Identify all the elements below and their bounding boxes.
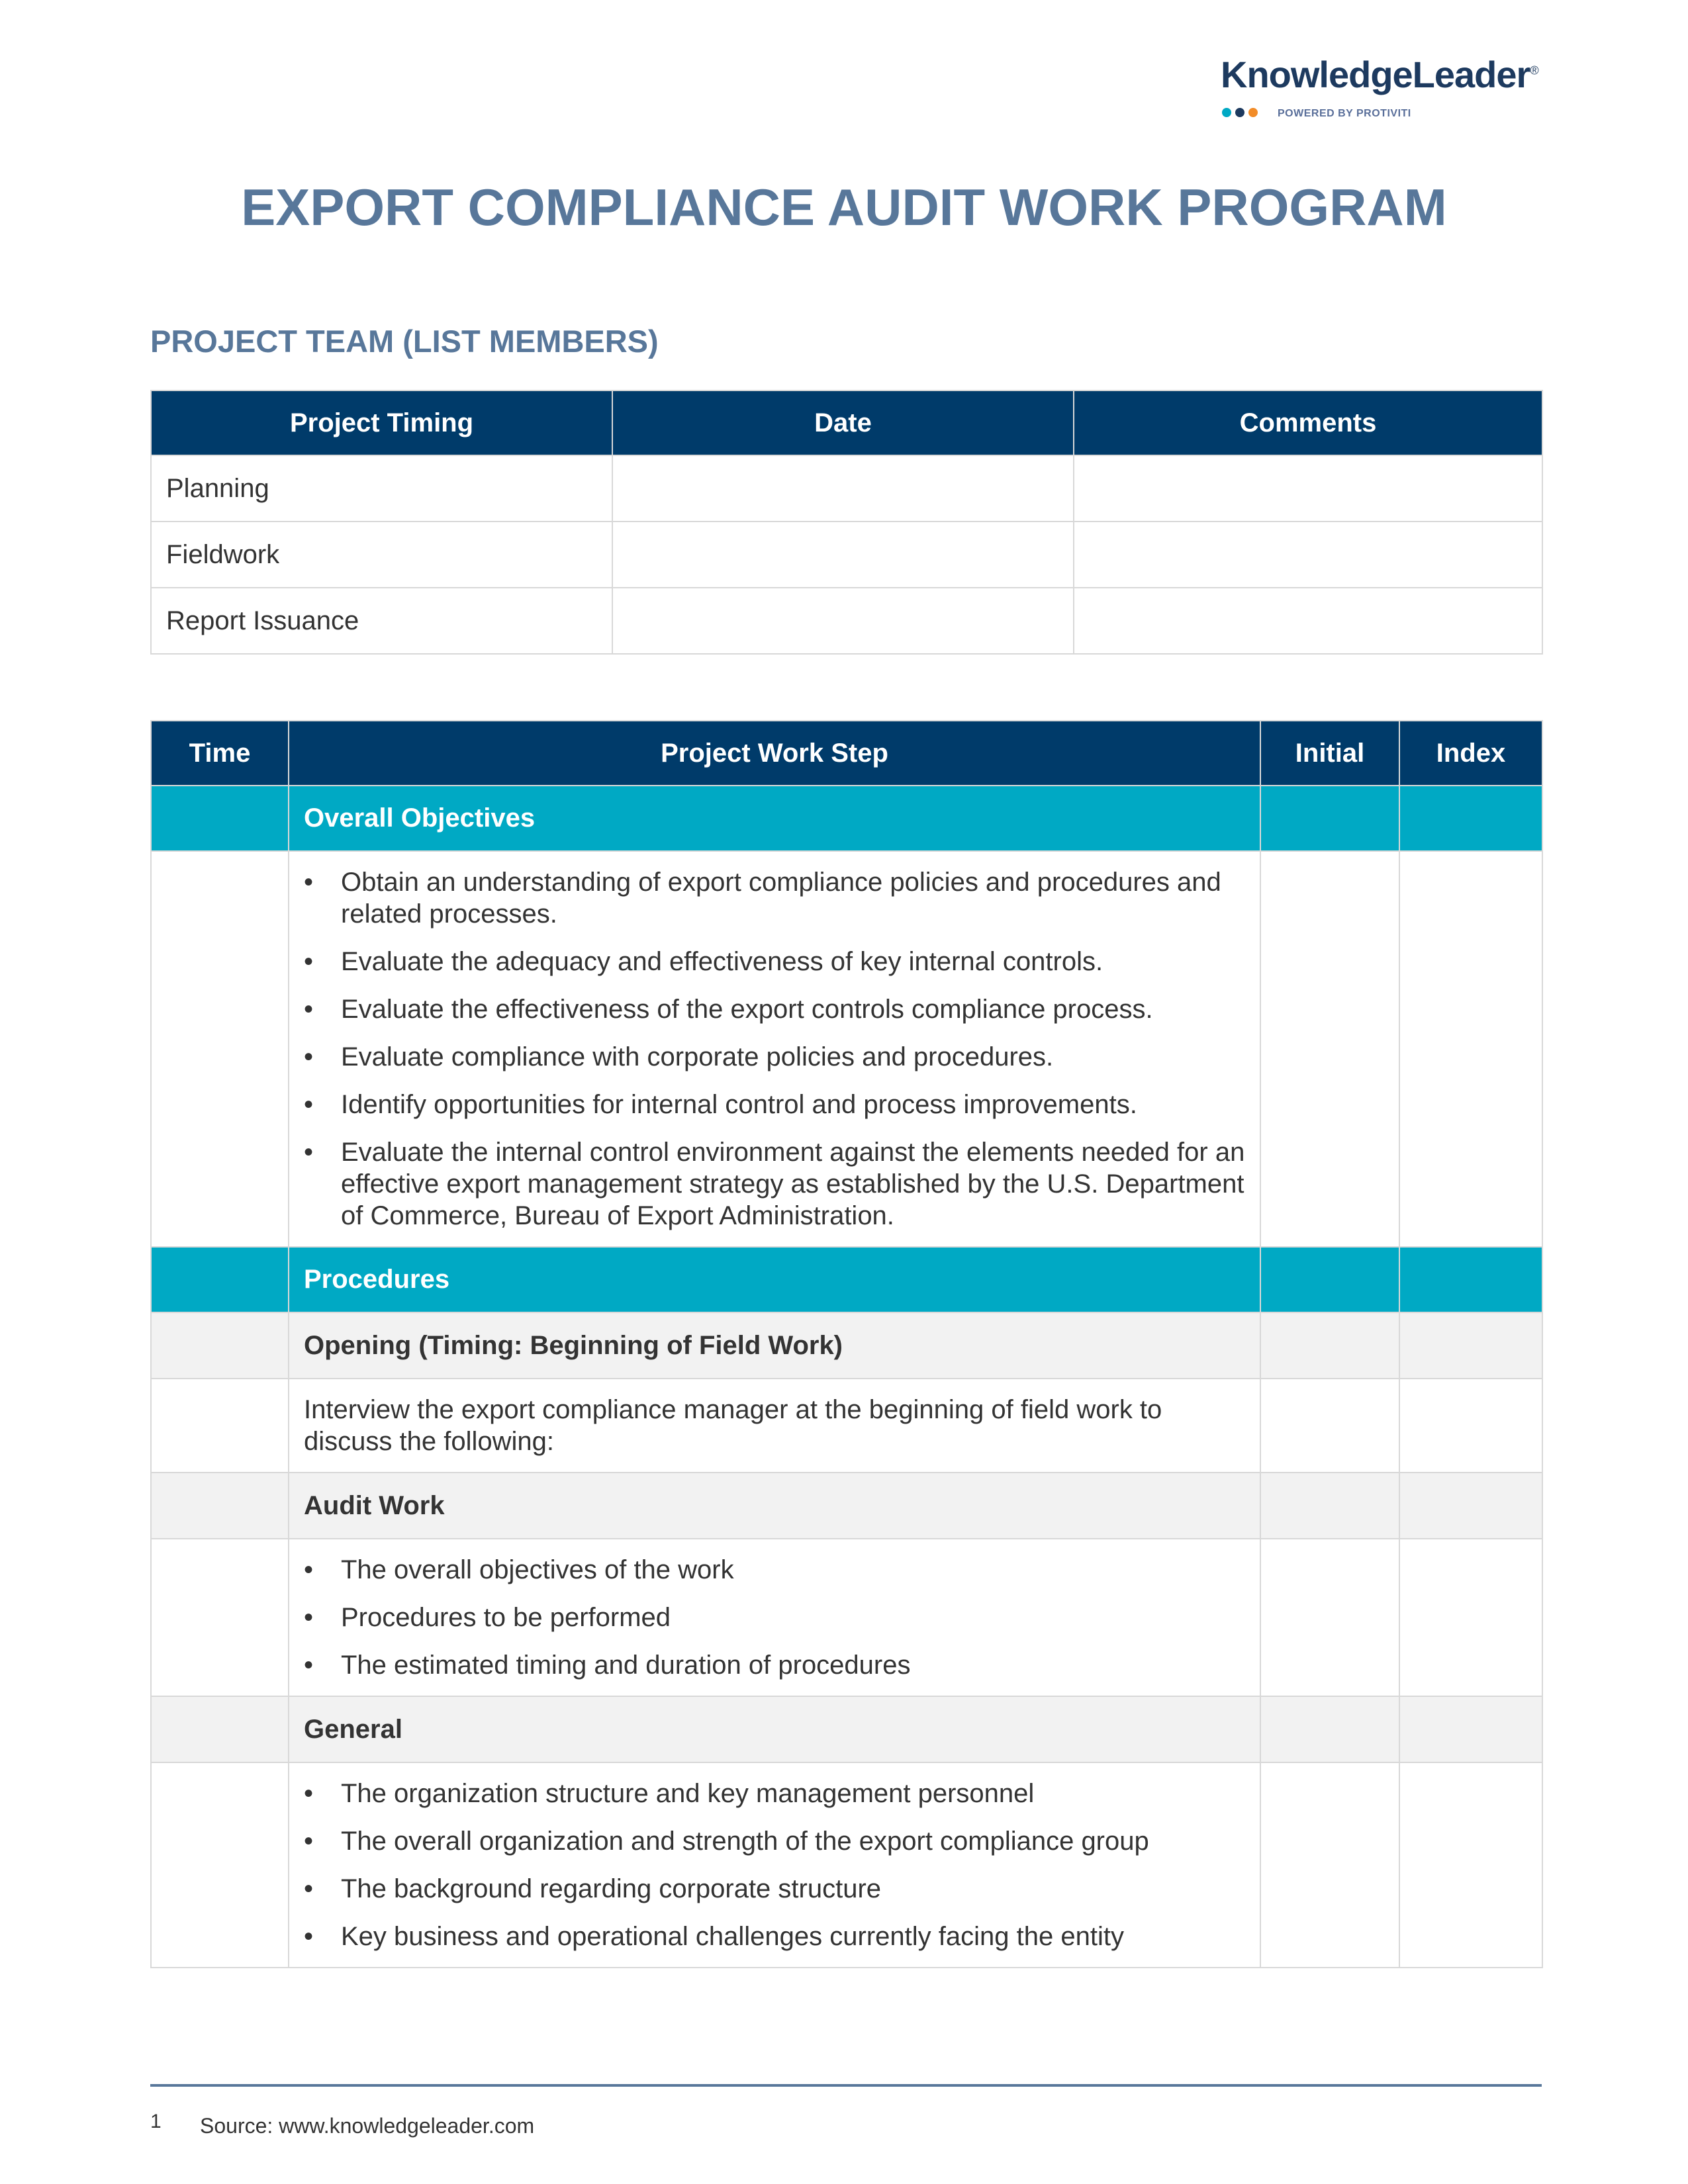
index-cell[interactable] bbox=[1399, 851, 1542, 1247]
column-header-work-step: Project Work Step bbox=[289, 721, 1260, 786]
work-step-cell bbox=[289, 1539, 1260, 1696]
subheading: General bbox=[289, 1696, 1260, 1762]
table-header-row bbox=[151, 721, 1542, 786]
time-cell[interactable] bbox=[151, 1312, 289, 1379]
band-heading: Procedures bbox=[289, 1247, 1260, 1312]
time-cell[interactable] bbox=[151, 851, 289, 1247]
section-band-procedures bbox=[151, 1247, 1542, 1312]
timing-date-cell[interactable] bbox=[612, 522, 1074, 588]
list-item: • Obtain an understanding of export compliance policies and procedures and related processes. bbox=[304, 866, 1245, 930]
initial-cell[interactable] bbox=[1260, 1696, 1399, 1762]
list-item: • Evaluate the internal control environment against the elements needed for an effective export management strategy as established by the U.S. Department of Commerce, Bureau of Export Administration. bbox=[304, 1136, 1245, 1232]
index-cell[interactable] bbox=[1399, 1379, 1542, 1473]
index-cell[interactable] bbox=[1399, 1247, 1542, 1312]
list-item: • Procedures to be performed bbox=[304, 1602, 1245, 1633]
table-row bbox=[151, 1379, 1542, 1473]
initial-cell[interactable] bbox=[1260, 1473, 1399, 1539]
initial-cell[interactable] bbox=[1260, 851, 1399, 1247]
column-header-project-timing: Project Timing bbox=[151, 390, 612, 455]
table-row bbox=[151, 455, 1542, 522]
time-cell[interactable] bbox=[151, 786, 289, 851]
timing-label: Fieldwork bbox=[151, 522, 612, 588]
subheading-row-audit-work bbox=[151, 1473, 1542, 1539]
logo-tagline: POWERED BY PROTIVITI bbox=[1278, 108, 1411, 119]
initial-cell[interactable] bbox=[1260, 1539, 1399, 1696]
list-item: • Evaluate the adequacy and effectiveness of key internal controls. bbox=[304, 946, 1245, 978]
list-item: • Key business and operational challenges currently facing the entity bbox=[304, 1921, 1245, 1952]
logo-dots-icon bbox=[1222, 108, 1264, 118]
general-list bbox=[304, 1778, 1245, 1952]
time-cell[interactable] bbox=[151, 1473, 289, 1539]
list-item: • The estimated timing and duration of procedures bbox=[304, 1649, 1245, 1681]
source-citation: Source: www.knowledgeleader.com bbox=[200, 2114, 535, 2138]
list-item: • The background regarding corporate structure bbox=[304, 1873, 1245, 1905]
column-header-index: Index bbox=[1399, 721, 1542, 786]
time-cell[interactable] bbox=[151, 1696, 289, 1762]
subheading-row-general bbox=[151, 1696, 1542, 1762]
timing-comments-cell[interactable] bbox=[1074, 588, 1542, 654]
initial-cell[interactable] bbox=[1260, 1312, 1399, 1379]
work-step-cell bbox=[289, 1762, 1260, 1968]
list-item: • The overall organization and strength of the export compliance group bbox=[304, 1825, 1245, 1857]
work-step-cell bbox=[289, 851, 1260, 1247]
column-header-initial: Initial bbox=[1260, 721, 1399, 786]
table-row bbox=[151, 522, 1542, 588]
objectives-list bbox=[304, 866, 1245, 1232]
column-header-date: Date bbox=[612, 390, 1074, 455]
index-cell[interactable] bbox=[1399, 786, 1542, 851]
table-row bbox=[151, 588, 1542, 654]
timing-label: Report Issuance bbox=[151, 588, 612, 654]
list-item: • The overall objectives of the work bbox=[304, 1554, 1245, 1586]
timing-comments-cell[interactable] bbox=[1074, 522, 1542, 588]
page-title: EXPORT COMPLIANCE AUDIT WORK PROGRAM bbox=[241, 178, 1447, 236]
time-cell[interactable] bbox=[151, 1762, 289, 1968]
index-cell[interactable] bbox=[1399, 1539, 1542, 1696]
project-timing-table bbox=[150, 390, 1543, 655]
page-number: 1 bbox=[150, 2111, 162, 2132]
initial-cell[interactable] bbox=[1260, 1762, 1399, 1968]
subheading-row-opening bbox=[151, 1312, 1542, 1379]
table-row bbox=[151, 851, 1542, 1247]
column-header-time: Time bbox=[151, 721, 289, 786]
time-cell[interactable] bbox=[151, 1379, 289, 1473]
table-row bbox=[151, 1539, 1542, 1696]
timing-date-cell[interactable] bbox=[612, 455, 1074, 522]
time-cell[interactable] bbox=[151, 1247, 289, 1312]
timing-label: Planning bbox=[151, 455, 612, 522]
footer-divider bbox=[150, 2084, 1542, 2087]
initial-cell[interactable] bbox=[1260, 786, 1399, 851]
initial-cell[interactable] bbox=[1260, 1247, 1399, 1312]
column-header-comments: Comments bbox=[1074, 390, 1542, 455]
subheading: Audit Work bbox=[289, 1473, 1260, 1539]
index-cell[interactable] bbox=[1399, 1762, 1542, 1968]
band-heading: Overall Objectives bbox=[289, 786, 1260, 851]
audit-work-list bbox=[304, 1554, 1245, 1681]
section-band-overall-objectives bbox=[151, 786, 1542, 851]
initial-cell[interactable] bbox=[1260, 1379, 1399, 1473]
logo-wordmark: KnowledgeLeader® bbox=[1221, 54, 1538, 95]
index-cell[interactable] bbox=[1399, 1696, 1542, 1762]
knowledgeleader-logo bbox=[1221, 53, 1542, 119]
timing-date-cell[interactable] bbox=[612, 588, 1074, 654]
work-step-text: Interview the export compliance manager at the beginning of field work to discuss the following: bbox=[289, 1379, 1260, 1473]
list-item: • Evaluate compliance with corporate policies and procedures. bbox=[304, 1041, 1245, 1073]
table-header-row bbox=[151, 390, 1542, 455]
timing-comments-cell[interactable] bbox=[1074, 455, 1542, 522]
work-program-table bbox=[150, 720, 1543, 1968]
list-item: • Evaluate the effectiveness of the export controls compliance process. bbox=[304, 993, 1245, 1025]
table-row bbox=[151, 1762, 1542, 1968]
time-cell[interactable] bbox=[151, 1539, 289, 1696]
list-item: • Identify opportunities for internal control and process improvements. bbox=[304, 1089, 1245, 1120]
index-cell[interactable] bbox=[1399, 1312, 1542, 1379]
subheading: Opening (Timing: Beginning of Field Work) bbox=[289, 1312, 1260, 1379]
list-item: • The organization structure and key management personnel bbox=[304, 1778, 1245, 1809]
index-cell[interactable] bbox=[1399, 1473, 1542, 1539]
section-heading: PROJECT TEAM (LIST MEMBERS) bbox=[150, 324, 659, 359]
